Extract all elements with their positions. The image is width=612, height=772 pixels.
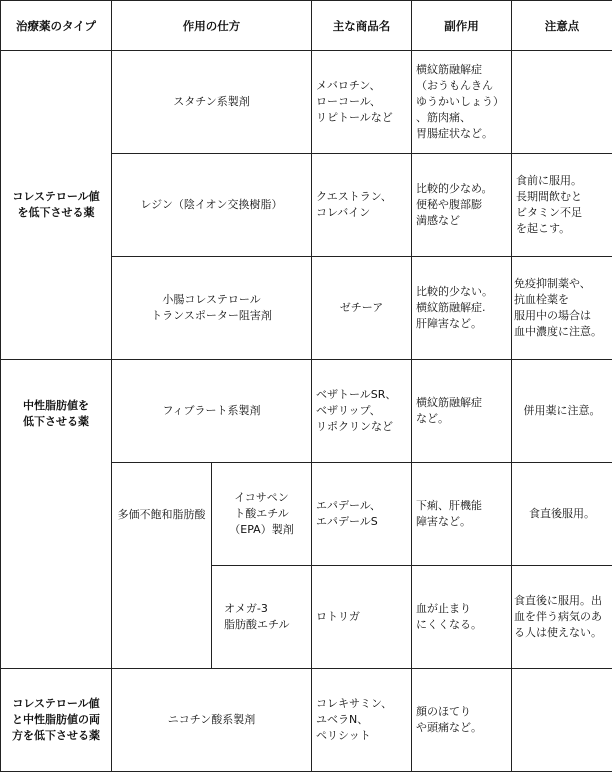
action-cell: スタチン系製剤 [112,51,312,154]
action-cell: レジン（陰イオン交換樹脂） [112,154,312,257]
side-effects-cell: 比較的少なめ。 便秘や腹部膨 満感など [412,154,512,257]
side-effects-cell: 横紋筋融解症 （おうもんきん ゆうかいしょう） 、筋肉痛、 胃腸症状など。 [412,51,512,154]
group-both: コレステロール値 と中性脂肪値の両 方を低下させる薬 [1,669,112,772]
products-cell: ロトリガ [312,566,412,669]
products-cell: クエストラン、 コレバイン [312,154,412,257]
notes-cell [512,51,612,154]
notes-cell: 食直後服用。 [512,463,612,566]
products-cell: エパデール、 エパデールS [312,463,412,566]
table-row [1,669,612,772]
action-group-cell: 多価不飽和脂肪酸 [112,463,212,669]
header-side-effects: 副作用 [412,1,512,51]
table-row [1,360,612,463]
notes-cell: 食前に服用。 長期間飲むと ビタミン不足 を起こす。 [512,154,612,257]
side-effects-cell: 顔のほてり や頭痛など。 [412,669,512,772]
notes-cell [512,669,612,772]
side-effects-cell: 横紋筋融解症 など。 [412,360,512,463]
action-cell: 小腸コレステロール トランスポーター阻害剤 [112,257,312,360]
header-action: 作用の仕方 [112,1,312,51]
products-cell: コレキサミン、 ユベラN、 ペリシット [312,669,412,772]
notes-cell: 併用薬に注意。 [512,360,612,463]
header-row [1,1,612,51]
action-cell: ニコチン酸系製剤 [112,669,312,772]
products-cell: メバロチン、 ローコール、 リピトールなど [312,51,412,154]
table-row [1,51,612,154]
side-effects-cell: 血が止まり にくくなる。 [412,566,512,669]
side-effects-cell: 比較的少ない。 横紋筋融解症. 肝障害など。 [412,257,512,360]
products-cell: ベザトールSR、 ベザリップ、 リポクリンなど [312,360,412,463]
notes-cell: 食直後に服用。出 血を伴う病気のあ る人は使えない。 [512,566,612,669]
notes-cell: 免疫抑制薬や、 抗血栓薬を 服用中の場合は 血中濃度に注意。 [512,257,612,360]
action-cell: オメガ-3 脂肪酸エチル [212,566,312,669]
action-cell: イコサペン ト酸エチル （EPA）製剤 [212,463,312,566]
side-effects-cell: 下痢、肝機能 障害など。 [412,463,512,566]
header-products: 主な商品名 [312,1,412,51]
action-cell: フィブラート系製剤 [112,360,312,463]
group-triglyceride: 中性脂肪値を 低下させる薬 [1,360,112,669]
header-type: 治療薬のタイプ [1,1,112,51]
group-cholesterol: コレステロール値 を低下させる薬 [1,51,112,360]
products-cell: ゼチーア [312,257,412,360]
header-notes: 注意点 [512,1,612,51]
